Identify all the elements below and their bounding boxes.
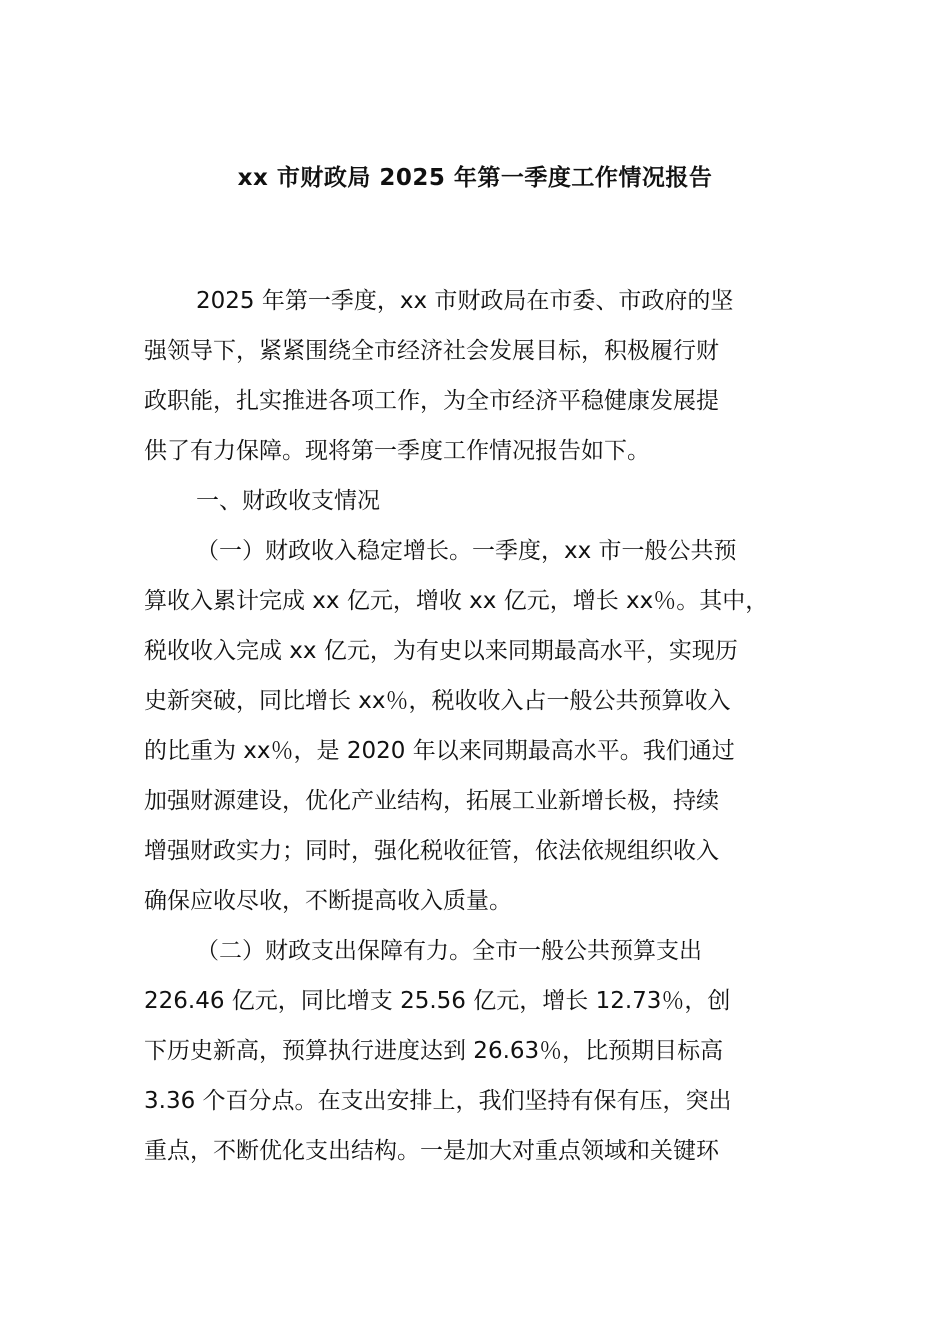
paragraph-line: 226.46 亿元，同比增支 25.56 亿元，增长 12.73％，创 [144, 988, 731, 1014]
paragraph-line: 供了有力保障。现将第一季度工作情况报告如下。 [144, 438, 650, 464]
paragraph-line: 强领导下，紧紧围绕全市经济社会发展目标，积极履行财 [144, 338, 719, 364]
paragraph-line: 2025 年第一季度，xx 市财政局在市委、市政府的坚 [196, 288, 734, 314]
paragraph-line: 税收收入完成 xx 亿元，为有史以来同期最高水平，实现历 [144, 638, 738, 664]
paragraph-line: 重点，不断优化支出结构。一是加大对重点领域和关键环 [144, 1138, 719, 1164]
section-heading: 一、财政收支情况 [196, 488, 380, 514]
paragraph-line: 算收入累计完成 xx 亿元，增收 xx 亿元，增长 xx％。其中， [144, 588, 769, 614]
paragraph-line: 政职能，扎实推进各项工作，为全市经济平稳健康发展提 [144, 388, 719, 414]
paragraph-line: 3.36 个百分点。在支出安排上，我们坚持有保有压，突出 [144, 1088, 732, 1114]
paragraph-line: （一）财政收入稳定增长。一季度，xx 市一般公共预 [196, 538, 737, 564]
paragraph-line: 确保应收尽收，不断提高收入质量。 [144, 888, 512, 914]
paragraph-line: 下历史新高，预算执行进度达到 26.63％，比预期目标高 [144, 1038, 724, 1064]
paragraph-line: 史新突破，同比增长 xx％，税收收入占一般公共预算收入 [144, 688, 731, 714]
document-title: xx 市财政局 2025 年第一季度工作情况报告 [237, 165, 713, 191]
paragraph-line: 的比重为 xx％，是 2020 年以来同期最高水平。我们通过 [144, 738, 735, 764]
paragraph-line: 增强财政实力；同时，强化税收征管，依法依规组织收入 [144, 838, 719, 864]
paragraph-line: （二）财政支出保障有力。全市一般公共预算支出 [196, 938, 702, 964]
paragraph-line: 加强财源建设，优化产业结构，拓展工业新增长极，持续 [144, 788, 719, 814]
